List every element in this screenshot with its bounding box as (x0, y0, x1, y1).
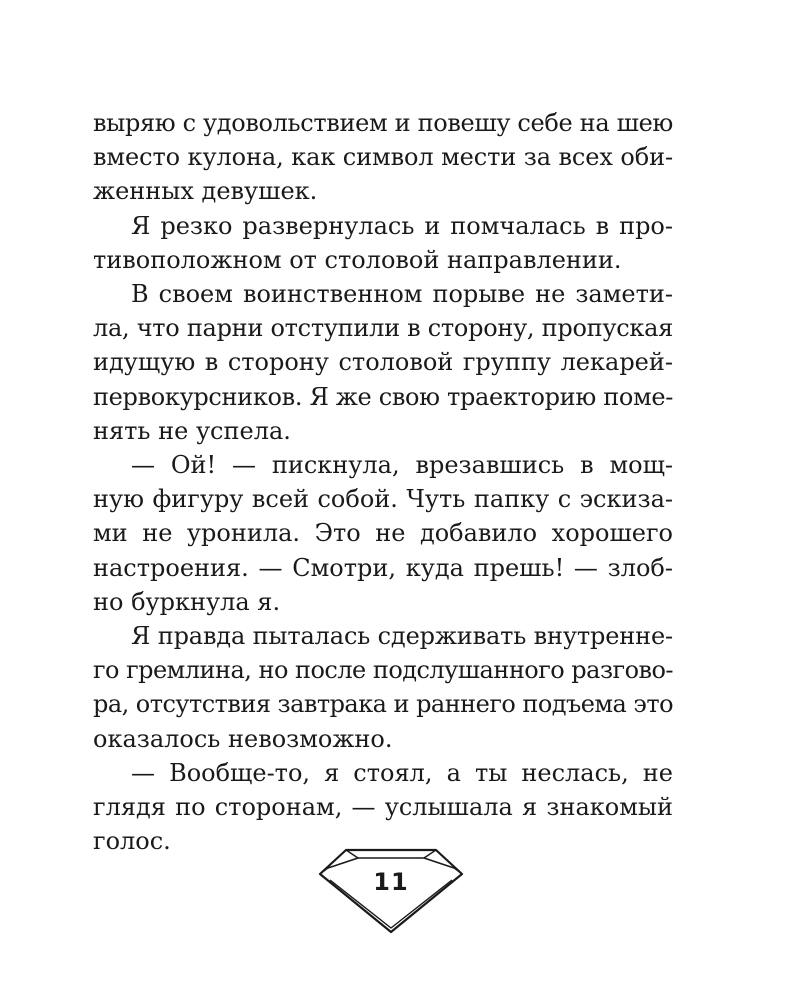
paragraph (93, 106, 673, 209)
page-footer (318, 836, 464, 936)
text-line: идущую в сторону столовой группу лекарей- (93, 348, 673, 377)
text-line: нять не успела. (93, 416, 291, 445)
text-line: оказалось невозможно. (93, 724, 393, 753)
paragraph (93, 277, 673, 448)
text-line: глядя по сторонам, — услышала я знакомый (93, 793, 673, 822)
page-number: 11 (373, 868, 409, 896)
text-line: голос. (93, 827, 171, 856)
text-line: первокурсников. Я же свою траекторию поме- (93, 382, 673, 411)
text-line: выряю с удовольствием и повешу себе на шею (93, 109, 673, 137)
text-line: вместо кулона, как символ мести за всех оби- (93, 143, 673, 172)
text-line: го гремлина, но после подслушанного разгово- (93, 656, 674, 685)
text-line: — Вообще-то, я стоял, а ты неслась, не (131, 758, 673, 787)
paragraph (93, 619, 673, 756)
text-line: настроения. — Смотри, куда прешь! — злоб- (93, 553, 673, 582)
text-line: Я правда пыталась сдерживать внутренне- (131, 622, 673, 651)
paragraph (93, 209, 673, 277)
text-line: но буркнула я. (93, 587, 281, 616)
text-line: Я резко развернулась и помчалась в про- (131, 211, 673, 240)
text-line: ра, отсутствия завтрака и раннего подъема это (93, 690, 673, 719)
body-text (93, 106, 673, 858)
text-line: женных девушек. (93, 177, 318, 206)
text-line: В своем воинственном порыве не замети- (131, 280, 673, 309)
text-line: ла, что парни отступили в сторону, пропуская (93, 314, 673, 343)
text-line: ми не уронила. Это не добавило хорошего (93, 519, 673, 548)
text-line: тивоположном от столовой направлении. (93, 245, 622, 274)
text-line: ную фигуру всей собой. Чуть папку с эскиза- (93, 485, 673, 514)
paragraph (93, 448, 673, 619)
text-line: — Ой! — пискнула, врезавшись в мощ- (131, 451, 673, 480)
